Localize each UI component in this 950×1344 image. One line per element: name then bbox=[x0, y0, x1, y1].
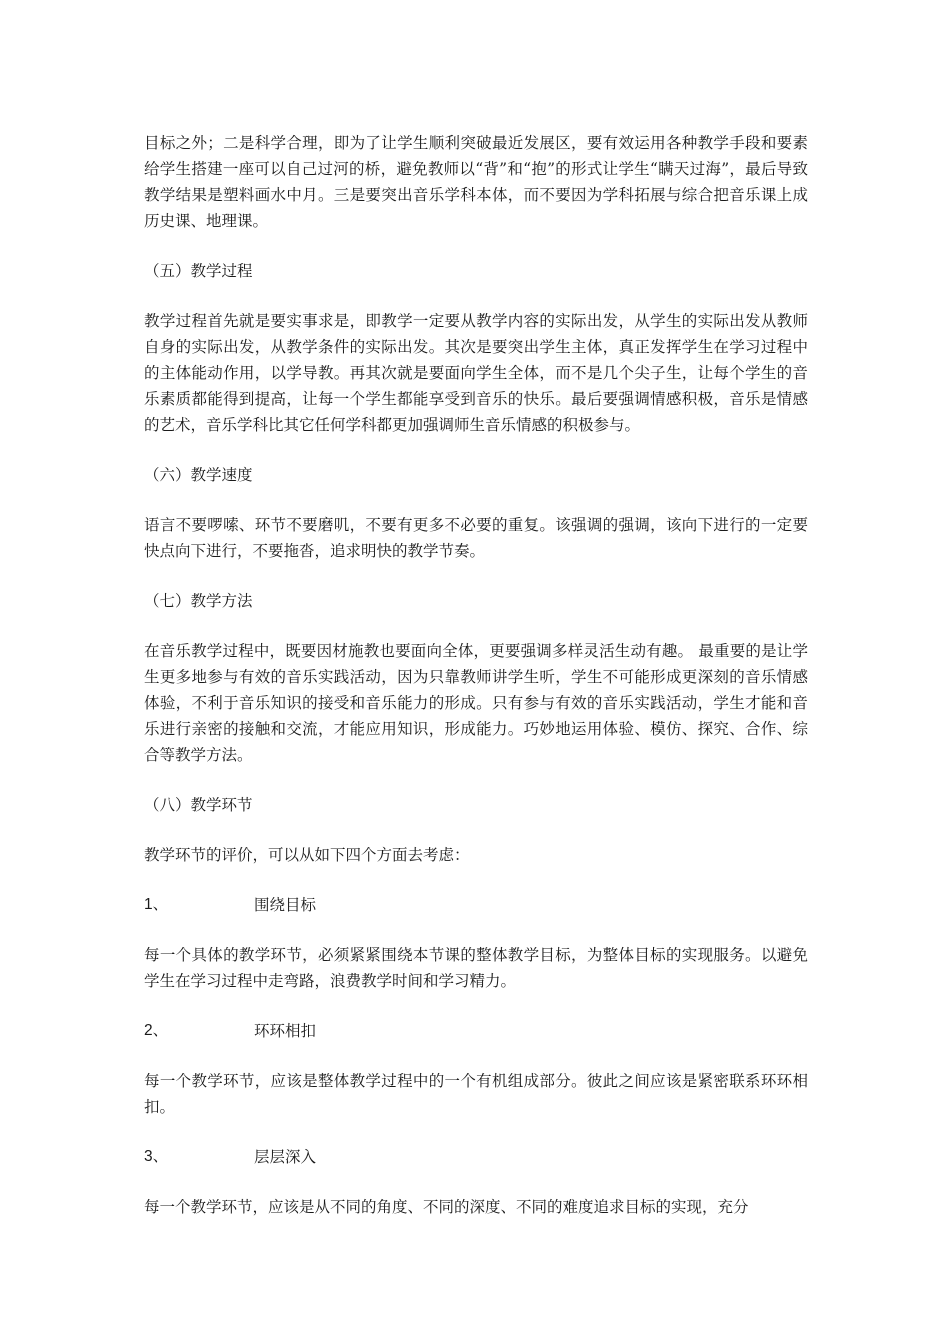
section-heading-5: （五）教学过程 bbox=[144, 262, 253, 280]
list-item-3-heading bbox=[144, 1144, 808, 1170]
section-5-paragraph: 教学过程首先就是要实事求是，即教学一定要从教学内容的实际出发，从学生的实际出发从教师自身的实际出发，从教学条件的实际出发。其次是要突出学生主体，真正发挥学生在学习过程中的主体能动作用，以学导教。再其次就是要面向学生全体，而不是几个尖子生，让每个学生的音乐素质都能得到提高，让每一个学生都能享受到音乐的快乐。最后要强调情感积极，音乐是情感的艺术，音乐学科比其它任何学科都更加强调师生音乐情感的积极参与。 bbox=[144, 312, 808, 434]
section-heading-8: （八）教学环节 bbox=[144, 796, 253, 814]
list-item-number: 2、 bbox=[144, 1022, 169, 1039]
section-heading-7: （七）教学方法 bbox=[144, 592, 253, 610]
list-item-title: 环环相扣 bbox=[254, 1022, 317, 1040]
list-item-title: 层层深入 bbox=[254, 1148, 317, 1166]
section-6-paragraph: 语言不要啰嗦、环节不要磨叽，不要有更多不必要的重复。该强调的强调，该向下进行的一定要快点向下进行，不要拖沓，追求明快的教学节奏。 bbox=[144, 516, 808, 560]
list-item-2-paragraph: 每一个教学环节，应该是整体教学过程中的一个有机组成部分。彼此之间应该是紧密联系环环相扣。 bbox=[144, 1072, 808, 1116]
list-item-number: 1、 bbox=[144, 896, 169, 913]
list-item-2-heading bbox=[144, 1018, 808, 1044]
intro-paragraph: 目标之外；二是科学合理，即为了让学生顺利突破最近发展区，要有效运用各种教学手段和要素给学生搭建一座可以自己过河的桥，避免教师以“背”和“抱”的形式让学生“瞒天过海”，最后导致教学结果是塑料画水中月。三是要突出音乐学科本体，而不要因为学科拓展与综合把音乐课上成历史课、地理课。 bbox=[144, 134, 808, 230]
section-heading-6: （六）教学速度 bbox=[144, 466, 253, 484]
list-item-1-paragraph: 每一个具体的教学环节，必须紧紧围绕本节课的整体教学目标，为整体目标的实现服务。以避免学生在学习过程中走弯路，浪费教学时间和学习精力。 bbox=[144, 946, 808, 990]
list-item-number: 3、 bbox=[144, 1148, 169, 1165]
list-item-title: 围绕目标 bbox=[254, 896, 317, 914]
document-page bbox=[144, 130, 808, 1220]
section-8-paragraph: 教学环节的评价，可以从如下四个方面去考虑： bbox=[144, 846, 470, 864]
list-item-1-heading bbox=[144, 892, 808, 918]
section-7-paragraph: 在音乐教学过程中，既要因材施教也要面向全体，更要强调多样灵活生动有趣。 最重要的是让学生更多地参与有效的音乐实践活动，因为只靠教师讲学生听，学生不可能形成更深刻的音乐情感体验，不利于音乐知识的接受和音乐能力的形成。只有参与有效的音乐实践活动，学生才能和音乐进行亲密的接触和交流，才能应用知识，形成能力。巧妙地运用体验、模仿、探究、合作、综合等教学方法。 bbox=[144, 642, 808, 764]
list-item-3-paragraph: 每一个教学环节，应该是从不同的角度、不同的深度、不同的难度追求目标的实现，充分 bbox=[144, 1198, 749, 1216]
